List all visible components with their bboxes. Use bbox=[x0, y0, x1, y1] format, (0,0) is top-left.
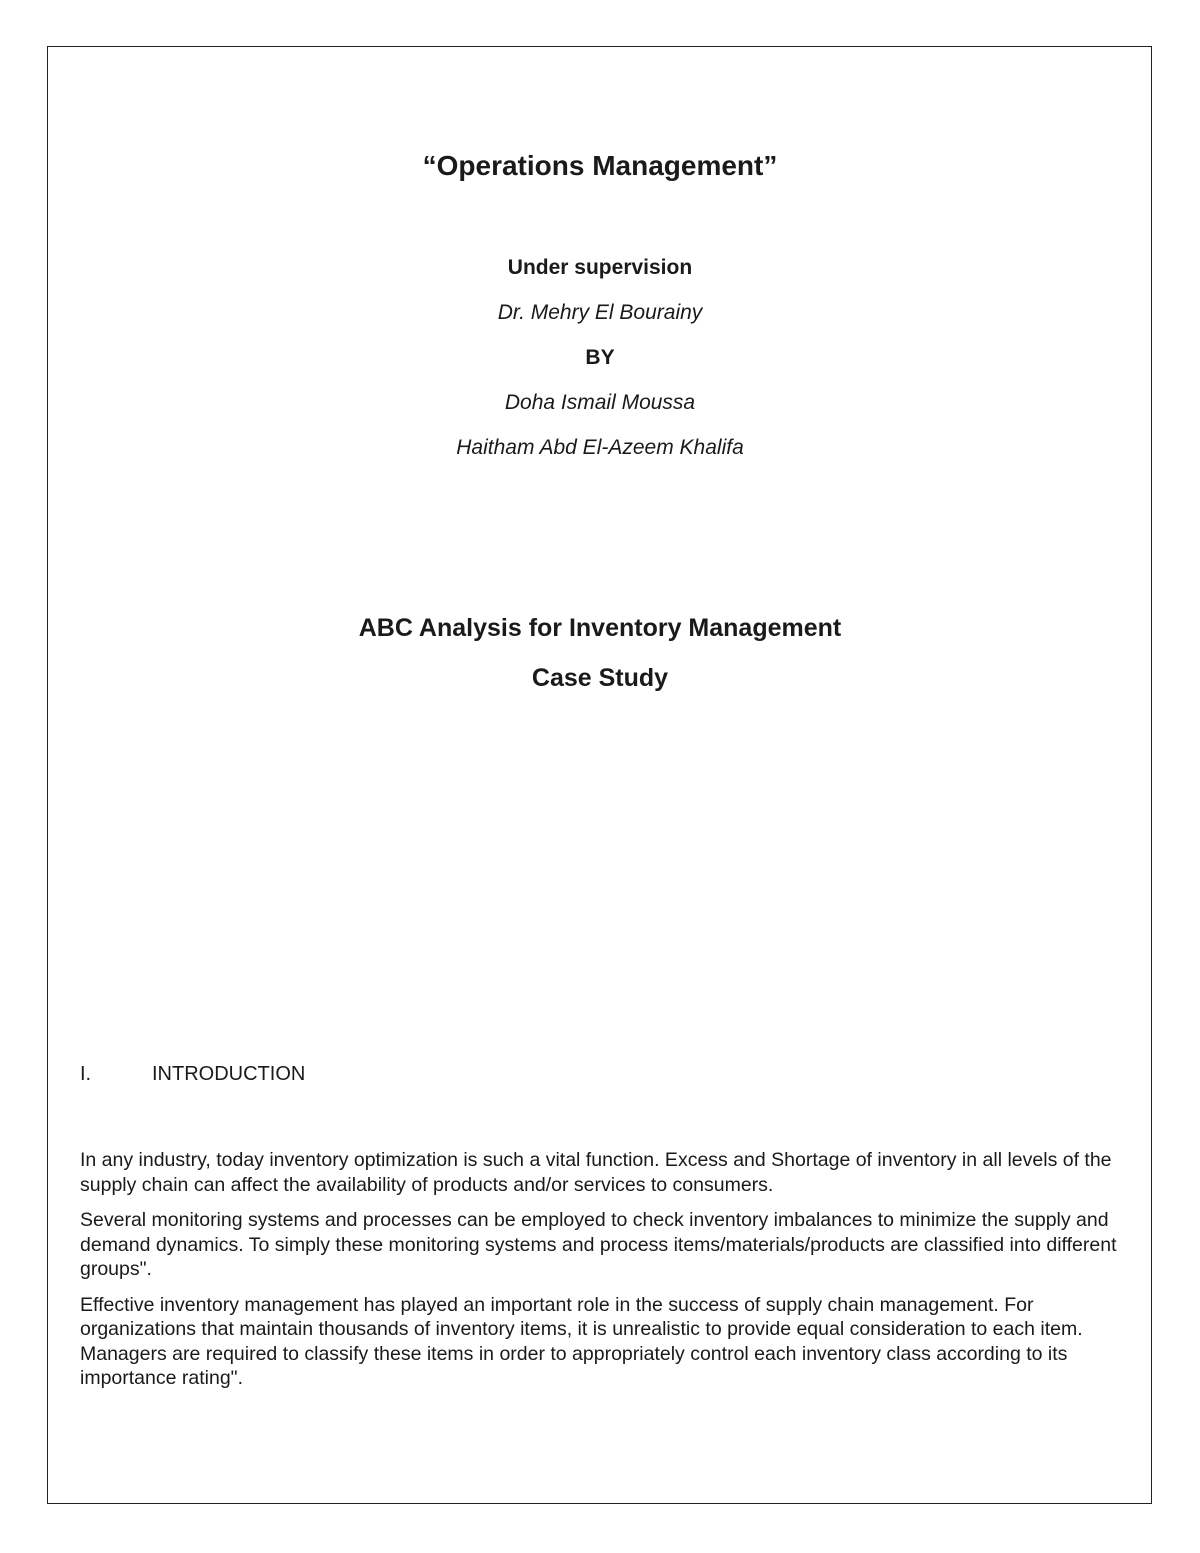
section-heading bbox=[80, 1063, 305, 1086]
section-number: I. bbox=[80, 1063, 92, 1085]
author-name: Doha Ismail Moussa bbox=[504, 391, 696, 414]
supervisor-name: Dr. Mehry El Bourainy bbox=[497, 301, 703, 324]
introduction-body bbox=[80, 1148, 1130, 1402]
paragraph: Several monitoring systems and processes can be employed to check inventory imbalances to minimize the supply and demand dynamics. To simply these monitoring systems and process items/materials/products are classified into different groups". bbox=[80, 1209, 1117, 1280]
paragraph: Effective inventory management has played an important role in the success of supply chain management. For organizations that maintain thousands of inventory items, it is unrealistic to provide equal consideration to each item. Managers are required to classify these items in order to appropriately control each inventory class according to its importance rating". bbox=[80, 1293, 1083, 1389]
author-name: Haitham Abd El-Azeem Khalifa bbox=[456, 436, 744, 459]
section-title: INTRODUCTION bbox=[152, 1063, 306, 1085]
by-label: BY bbox=[585, 346, 615, 369]
report-title: ABC Analysis for Inventory Management bbox=[358, 614, 842, 642]
supervision-label: Under supervision bbox=[507, 256, 693, 279]
paragraph: In any industry, today inventory optimization is such a vital function. Excess and Shortage of inventory in all levels of the supply chain can affect the availability of products and/or services to consumers. bbox=[80, 1149, 1112, 1196]
report-subtitle: Case Study bbox=[531, 664, 669, 692]
document-title: “Operations Management” bbox=[422, 150, 778, 181]
